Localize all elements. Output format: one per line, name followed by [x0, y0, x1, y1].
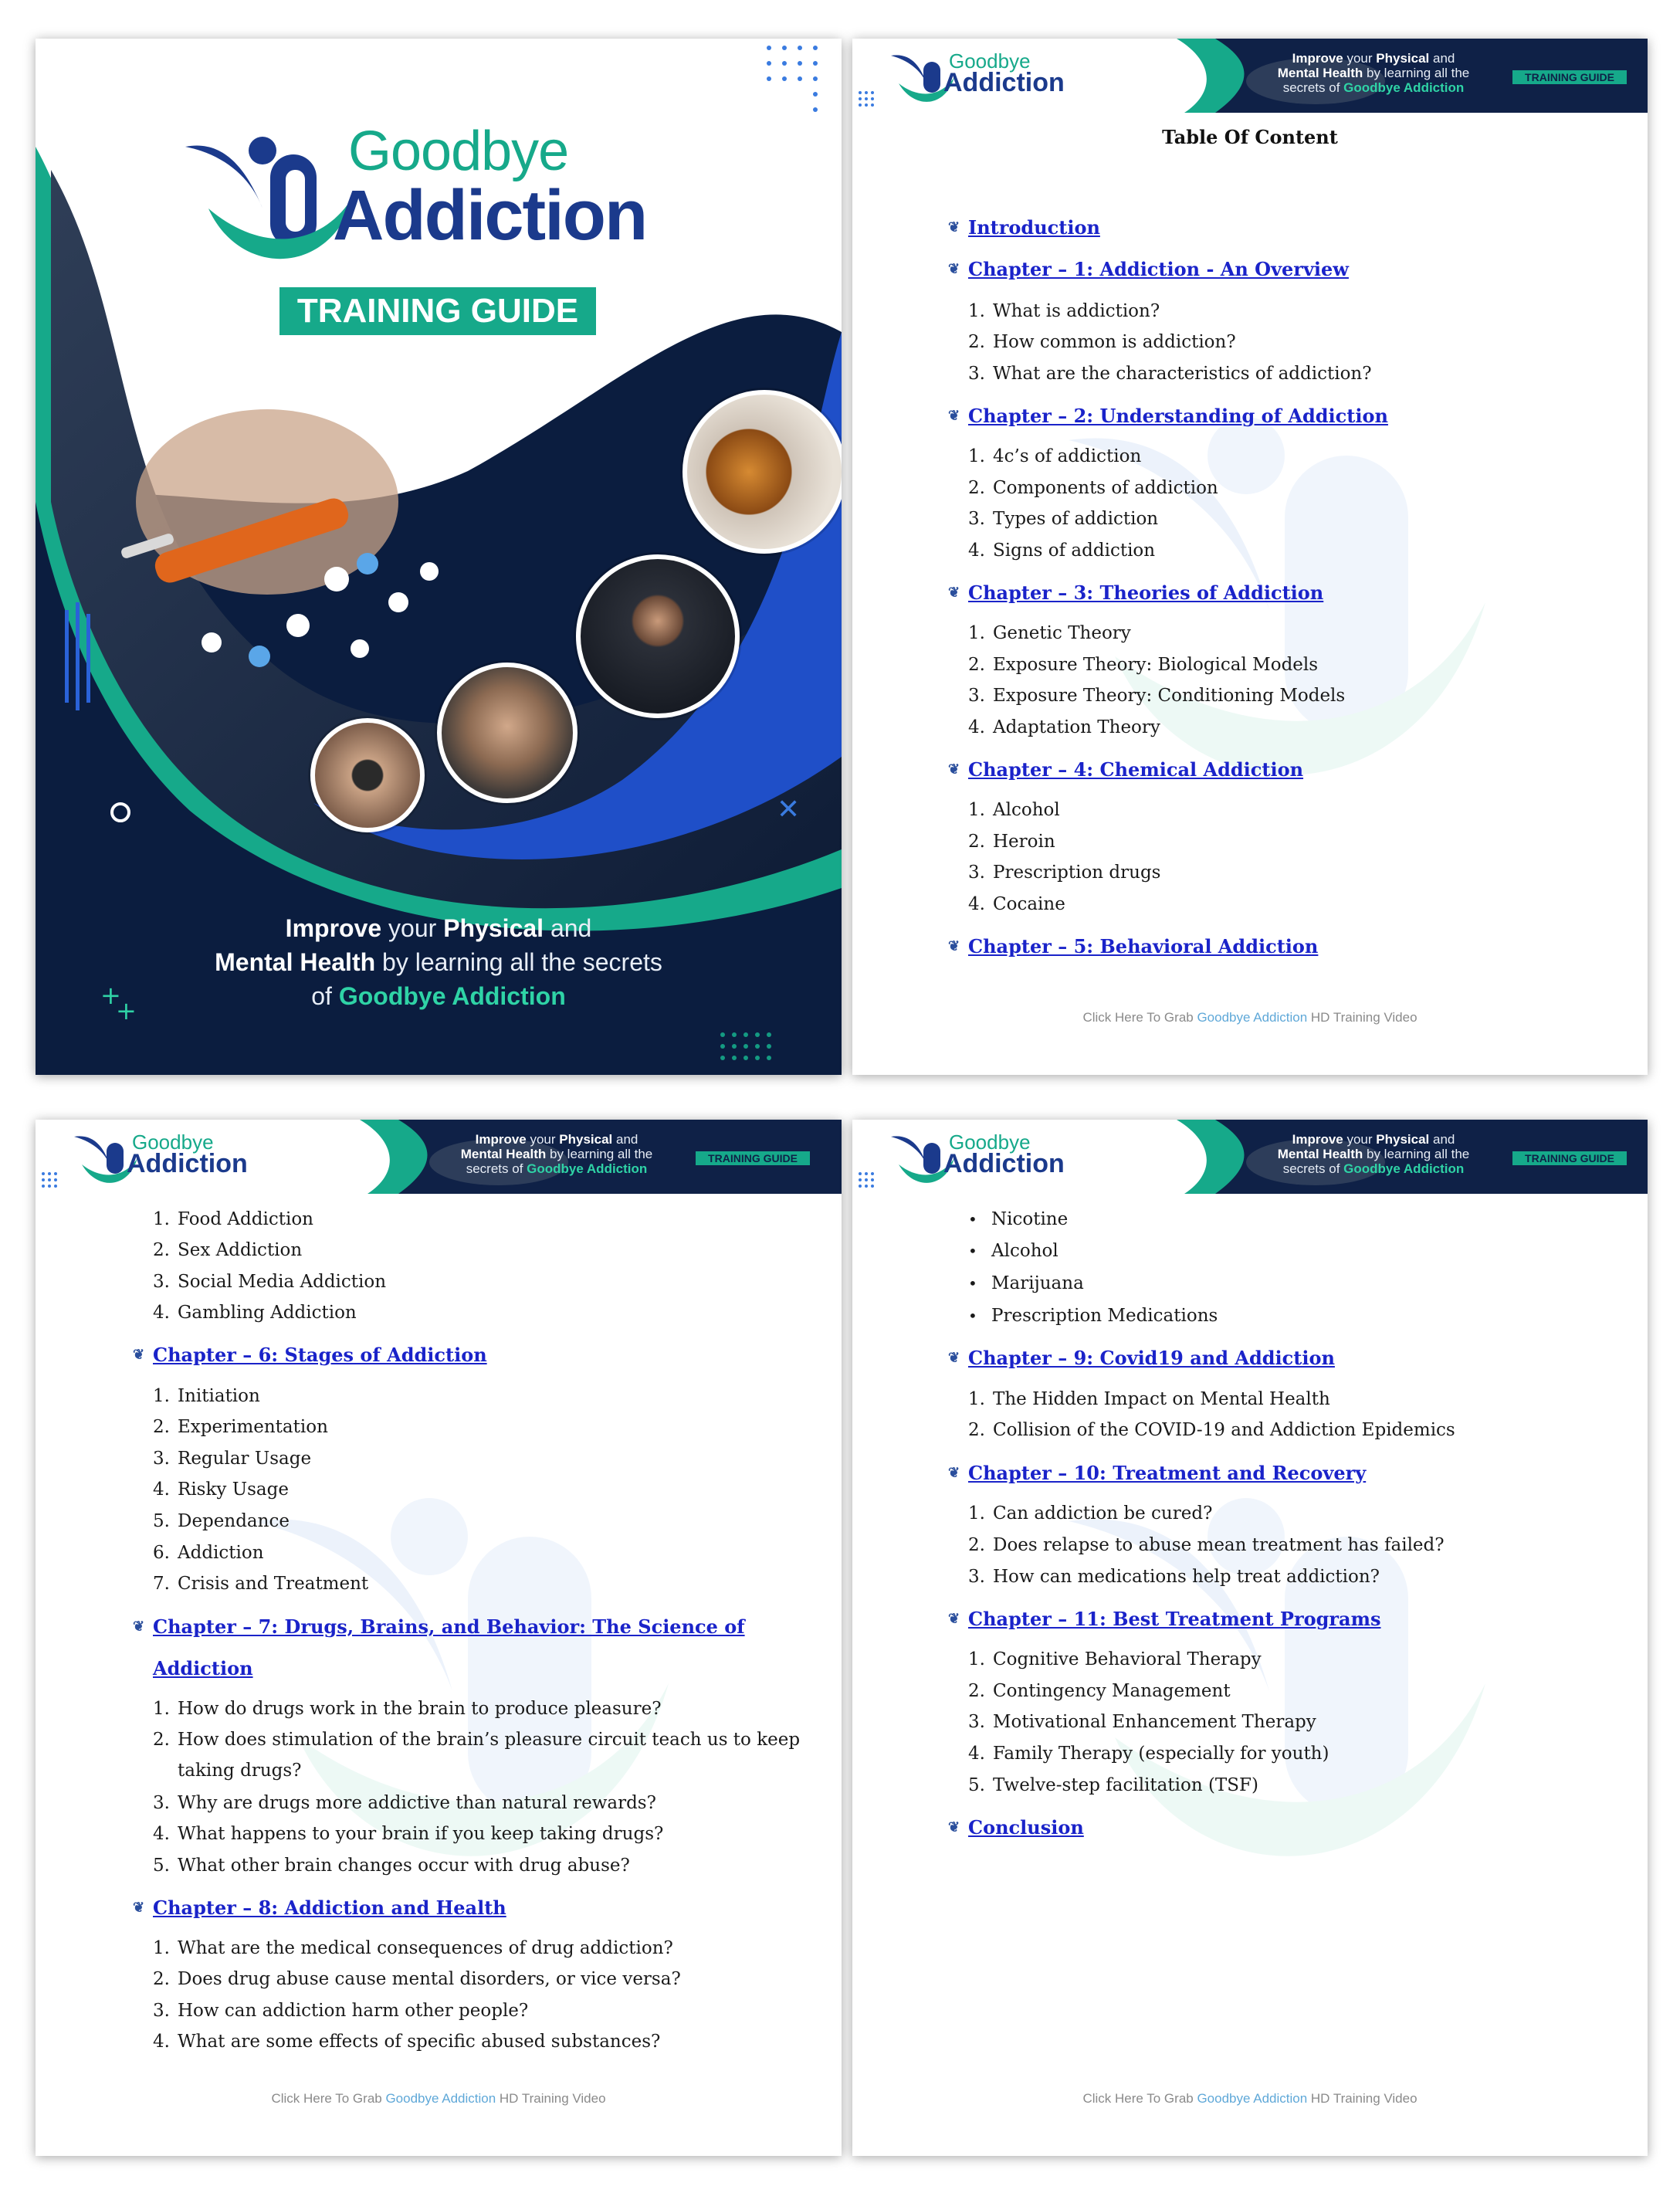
list-item: 3. Motivational Enhancement Therapy [968, 1712, 1316, 1732]
list-item: 3. Social Media Addiction [153, 1272, 387, 1292]
list-item: 2. How does stimulation of the brain’s pleasure circuit teach us to keep [153, 1730, 801, 1750]
toc-title: Table Of Content [1162, 126, 1338, 148]
footer-link[interactable]: Click Here To Grab Goodbye Addiction HD Training Video [1082, 1010, 1418, 1025]
photo-gambler [576, 554, 740, 718]
list-item: • Marijuana [968, 1273, 1084, 1293]
list-item: 4. Adaptation Theory [968, 717, 1160, 737]
list-item: 4. Cocaine [968, 894, 1065, 914]
list-item: 1. Initiation [153, 1386, 260, 1406]
header-tagline: Improve your Physical and Mental Health by learning all the secrets of Goodbye Addiction [460, 1132, 653, 1176]
toc-link-chapter-6[interactable]: ❦ Chapter – 6: Stages of Addiction [133, 1344, 487, 1366]
photo-refusing-hand [437, 663, 578, 803]
header-training-guide-badge: TRAINING GUIDE [1512, 70, 1627, 84]
list-item: 1. What are the medical consequences of drug addiction? [153, 1938, 673, 1958]
header-training-guide-badge: TRAINING GUIDE [696, 1151, 810, 1165]
header-logo-line1: Goodbye [949, 1130, 1031, 1154]
cover-tagline [36, 911, 842, 1013]
toc-link-chapter-8[interactable]: ❦ Chapter – 8: Addiction and Health [133, 1896, 506, 1919]
list-item: 3. What are the characteristics of addiction? [968, 364, 1372, 384]
list-item: 5. Twelve-step facilitation (TSF) [968, 1775, 1258, 1795]
cover-page [36, 39, 842, 1075]
header-tagline: Improve your Physical and Mental Health by learning all the secrets of Goodbye Addiction [1277, 1132, 1470, 1176]
list-item: 6. Addiction [153, 1543, 264, 1563]
list-item: 5. Dependance [153, 1511, 290, 1531]
list-item: 2. Exposure Theory: Biological Models [968, 655, 1319, 675]
list-item: • Nicotine [968, 1209, 1069, 1229]
list-item: 5. What other brain changes occur with drug abuse? [153, 1856, 630, 1876]
header-logo-line1: Goodbye [949, 49, 1031, 73]
svg-text:✕: ✕ [777, 794, 801, 825]
list-item: 1. Genetic Theory [968, 623, 1131, 643]
toc-link-chapter-10[interactable]: ❦ Chapter – 10: Treatment and Recovery [948, 1462, 1367, 1484]
leaf-bullet-icon: ❦ [948, 219, 960, 236]
leaf-bullet-icon: ❦ [948, 1819, 960, 1835]
list-item: 1. Food Addiction [153, 1209, 313, 1229]
toc-content [852, 39, 1648, 1075]
list-item: 2. Experimentation [153, 1417, 328, 1437]
leaf-bullet-icon: ❦ [948, 261, 960, 277]
list-item: 3. Regular Usage [153, 1449, 312, 1469]
leaf-bullet-icon: ❦ [133, 1347, 145, 1363]
list-item: • Prescription Medications [968, 1306, 1218, 1326]
list-item-continuation: taking drugs? [178, 1761, 302, 1781]
list-item: 2. How common is addiction? [968, 332, 1236, 352]
toc-page-2 [36, 1120, 842, 2156]
list-item: 1. What is addiction? [968, 301, 1160, 321]
list-item: 3. Why are drugs more addictive than natural rewards? [153, 1793, 656, 1813]
training-guide-badge: TRAINING GUIDE [279, 287, 596, 335]
toc-page-1 [852, 39, 1648, 1075]
toc-link-chapter-9[interactable]: ❦ Chapter – 9: Covid19 and Addiction [948, 1347, 1335, 1369]
list-item: 2. Contingency Management [968, 1681, 1231, 1701]
leaf-bullet-icon: ❦ [948, 1350, 960, 1366]
list-item: 3. Types of addiction [968, 509, 1159, 529]
cover-logo [178, 120, 765, 274]
header-logo-line1: Goodbye [132, 1130, 214, 1154]
footer-link[interactable]: Click Here To Grab Goodbye Addiction HD Training Video [1082, 2091, 1418, 2106]
leaf-bullet-icon: ❦ [948, 585, 960, 601]
list-item: 4. Family Therapy (especially for youth) [968, 1744, 1329, 1764]
list-item: 4. What are some effects of specific abused substances? [153, 2032, 661, 2052]
photo-phone-hand [310, 718, 425, 832]
list-item: 3. How can addiction harm other people? [153, 2001, 529, 2021]
list-item: 1. Alcohol [968, 800, 1060, 820]
header-logo-line2: Addiction [943, 1149, 1065, 1178]
list-item: 4. Risky Usage [153, 1480, 289, 1500]
leaf-bullet-icon: ❦ [948, 938, 960, 954]
leaf-bullet-icon: ❦ [948, 1465, 960, 1481]
footer-link[interactable]: Click Here To Grab Goodbye Addiction HD Training Video [271, 2091, 606, 2106]
photo-alcohol-pills [682, 390, 842, 554]
list-item: 4. Gambling Addiction [153, 1303, 357, 1323]
list-item: 1. How do drugs work in the brain to produce pleasure? [153, 1699, 662, 1719]
list-item: 2. Heroin [968, 832, 1055, 852]
list-item: 4. What happens to your brain if you keep taking drugs? [153, 1824, 664, 1844]
toc-link-introduction[interactable]: ❦ Introduction [948, 216, 1100, 239]
toc-link-chapter-5[interactable]: ❦ Chapter – 5: Behavioral Addiction [948, 935, 1319, 958]
toc-page-3 [852, 1120, 1648, 2156]
brand-name-line2: Addiction [333, 176, 647, 255]
svg-text:+: + [100, 981, 121, 1010]
list-item: 2. Does relapse to abuse mean treatment has failed? [968, 1535, 1445, 1555]
tagline-line2: Mental Health by learning all the secrets [215, 948, 662, 976]
toc-link-chapter-4[interactable]: ❦ Chapter – 4: Chemical Addiction [948, 758, 1304, 781]
toc-link-chapter-7[interactable]: ❦ Chapter – 7: Drugs, Brains, and Behavior: The Science of [133, 1615, 745, 1638]
list-item: 2. Does drug abuse cause mental disorders, or vice versa? [153, 1969, 681, 1989]
toc-content [852, 1120, 1648, 2156]
header-tagline: Improve your Physical and Mental Health by learning all the secrets of Goodbye Addiction [1277, 51, 1470, 95]
header-training-guide-badge: TRAINING GUIDE [1512, 1151, 1627, 1165]
header-logo-line2: Addiction [127, 1149, 248, 1178]
list-item: 1. The Hidden Impact on Mental Health [968, 1389, 1330, 1409]
toc-link-conclusion[interactable]: ❦ Conclusion [948, 1816, 1084, 1839]
list-item: • Alcohol [968, 1241, 1058, 1261]
list-item: 2. Components of addiction [968, 478, 1218, 498]
list-item: 3. Prescription drugs [968, 863, 1161, 883]
brand-name-line1: Goodbye [348, 120, 569, 182]
toc-link-chapter-7-cont[interactable]: Addiction [153, 1657, 253, 1679]
list-item: 1. 4c’s of addiction [968, 446, 1142, 466]
leaf-bullet-icon: ❦ [133, 1618, 145, 1635]
list-item: 1. Cognitive Behavioral Therapy [968, 1649, 1262, 1669]
list-item: 7. Crisis and Treatment [153, 1574, 369, 1594]
list-item: 1. Can addiction be cured? [968, 1503, 1213, 1524]
toc-content [36, 1120, 842, 2156]
leaf-bullet-icon: ❦ [948, 761, 960, 778]
leaf-bullet-icon: ❦ [133, 1900, 145, 1916]
tagline-line1: Improve your Physical and [285, 914, 592, 942]
list-item: 2. Collision of the COVID-19 and Addiction Epidemics [968, 1420, 1455, 1440]
leaf-bullet-icon: ❦ [948, 408, 960, 424]
list-item: 3. How can medications help treat addiction? [968, 1567, 1380, 1587]
tagline-line3: of Goodbye Addiction [311, 982, 566, 1010]
list-item: 3. Exposure Theory: Conditioning Models [968, 686, 1346, 706]
toc-link-chapter-2[interactable]: ❦ Chapter – 2: Understanding of Addiction [948, 405, 1388, 427]
svg-text:+: + [116, 996, 137, 1025]
toc-link-chapter-11[interactable]: ❦ Chapter – 11: Best Treatment Programs [948, 1608, 1381, 1630]
list-item: 2. Sex Addiction [153, 1240, 303, 1260]
list-item: 4. Signs of addiction [968, 541, 1156, 561]
header-logo-line2: Addiction [943, 68, 1065, 97]
leaf-bullet-icon: ❦ [948, 1611, 960, 1627]
toc-link-chapter-3[interactable]: ❦ Chapter – 3: Theories of Addiction [948, 581, 1324, 604]
toc-link-chapter-1[interactable]: ❦ Chapter – 1: Addiction - An Overview [948, 258, 1349, 280]
